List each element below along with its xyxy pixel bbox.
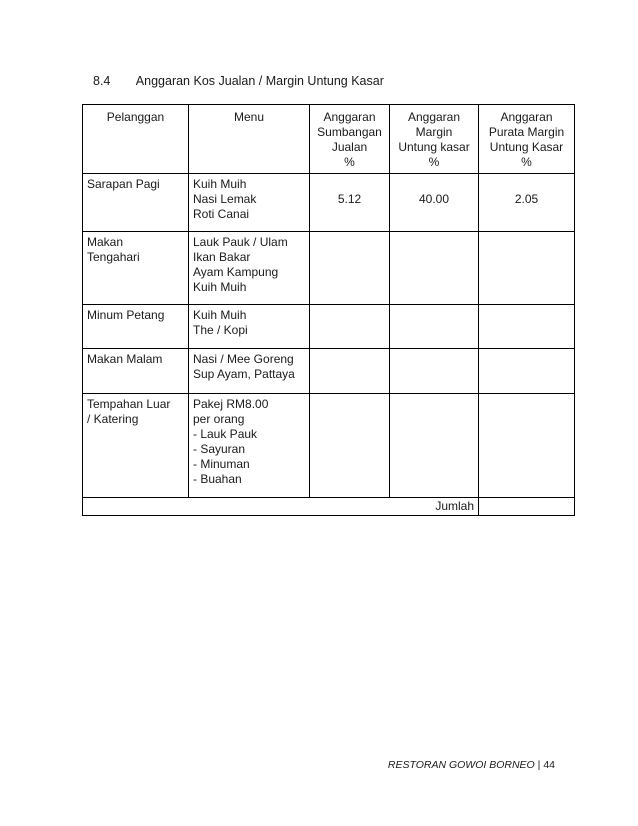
header-purata-margin: Anggaran Purata Margin Untung Kasar %	[479, 105, 575, 174]
table-header-row	[83, 105, 575, 174]
header-pelanggan: Pelanggan	[83, 105, 189, 174]
footer-brand: RESTORAN GOWOI BORNEO	[387, 759, 535, 771]
pelanggan-cell: Makan Malam	[83, 349, 189, 394]
menu-cell: Pakej RM8.00 per orang - Lauk Pauk - Sayuran - Minuman - Buahan	[189, 394, 310, 498]
table-row	[83, 174, 575, 232]
header-sumbangan-jualan: Anggaran Sumbangan Jualan %	[310, 105, 390, 174]
margin-cell	[390, 305, 479, 349]
table-row	[83, 394, 575, 498]
pelanggan-cell: Tempahan Luar / Katering	[83, 394, 189, 498]
menu-cell: Lauk Pauk / Ulam Ikan Bakar Ayam Kampung Kuih Muih	[189, 232, 310, 305]
page-footer	[388, 759, 555, 771]
purata-cell	[479, 305, 575, 349]
sumbangan-cell	[310, 305, 390, 349]
table-row	[83, 305, 575, 349]
table-row	[83, 232, 575, 305]
sumbangan-cell	[310, 394, 390, 498]
menu-cell: Kuih Muih Nasi Lemak Roti Canai	[189, 174, 310, 232]
margin-cell	[390, 232, 479, 305]
header-menu: Menu	[189, 105, 310, 174]
pelanggan-cell: Minum Petang	[83, 305, 189, 349]
total-label: Jumlah	[83, 498, 479, 516]
pelanggan-cell: Makan Tengahari	[83, 232, 189, 305]
sumbangan-cell	[310, 349, 390, 394]
footer-separator: |	[537, 759, 541, 771]
sumbangan-cell: 5.12	[310, 174, 390, 232]
page-number: 44	[543, 759, 555, 771]
sumbangan-cell	[310, 232, 390, 305]
section-number: 8.4	[93, 74, 111, 88]
purata-cell	[479, 394, 575, 498]
section-heading	[93, 74, 384, 88]
margin-cell: 40.00	[390, 174, 479, 232]
table-row	[83, 349, 575, 394]
menu-cell: Kuih Muih The / Kopi	[189, 305, 310, 349]
section-title: Anggaran Kos Jualan / Margin Untung Kasar	[135, 74, 384, 88]
pelanggan-cell: Sarapan Pagi	[83, 174, 189, 232]
header-margin-untung-kasar: Anggaran Margin Untung kasar %	[390, 105, 479, 174]
purata-cell	[479, 349, 575, 394]
margin-cell	[390, 394, 479, 498]
total-value	[479, 498, 575, 516]
purata-cell	[479, 232, 575, 305]
purata-cell: 2.05	[479, 174, 575, 232]
margin-cell	[390, 349, 479, 394]
budget-table	[82, 104, 575, 516]
menu-cell: Nasi / Mee Goreng Sup Ayam, Pattaya	[189, 349, 310, 394]
total-row	[83, 498, 575, 516]
